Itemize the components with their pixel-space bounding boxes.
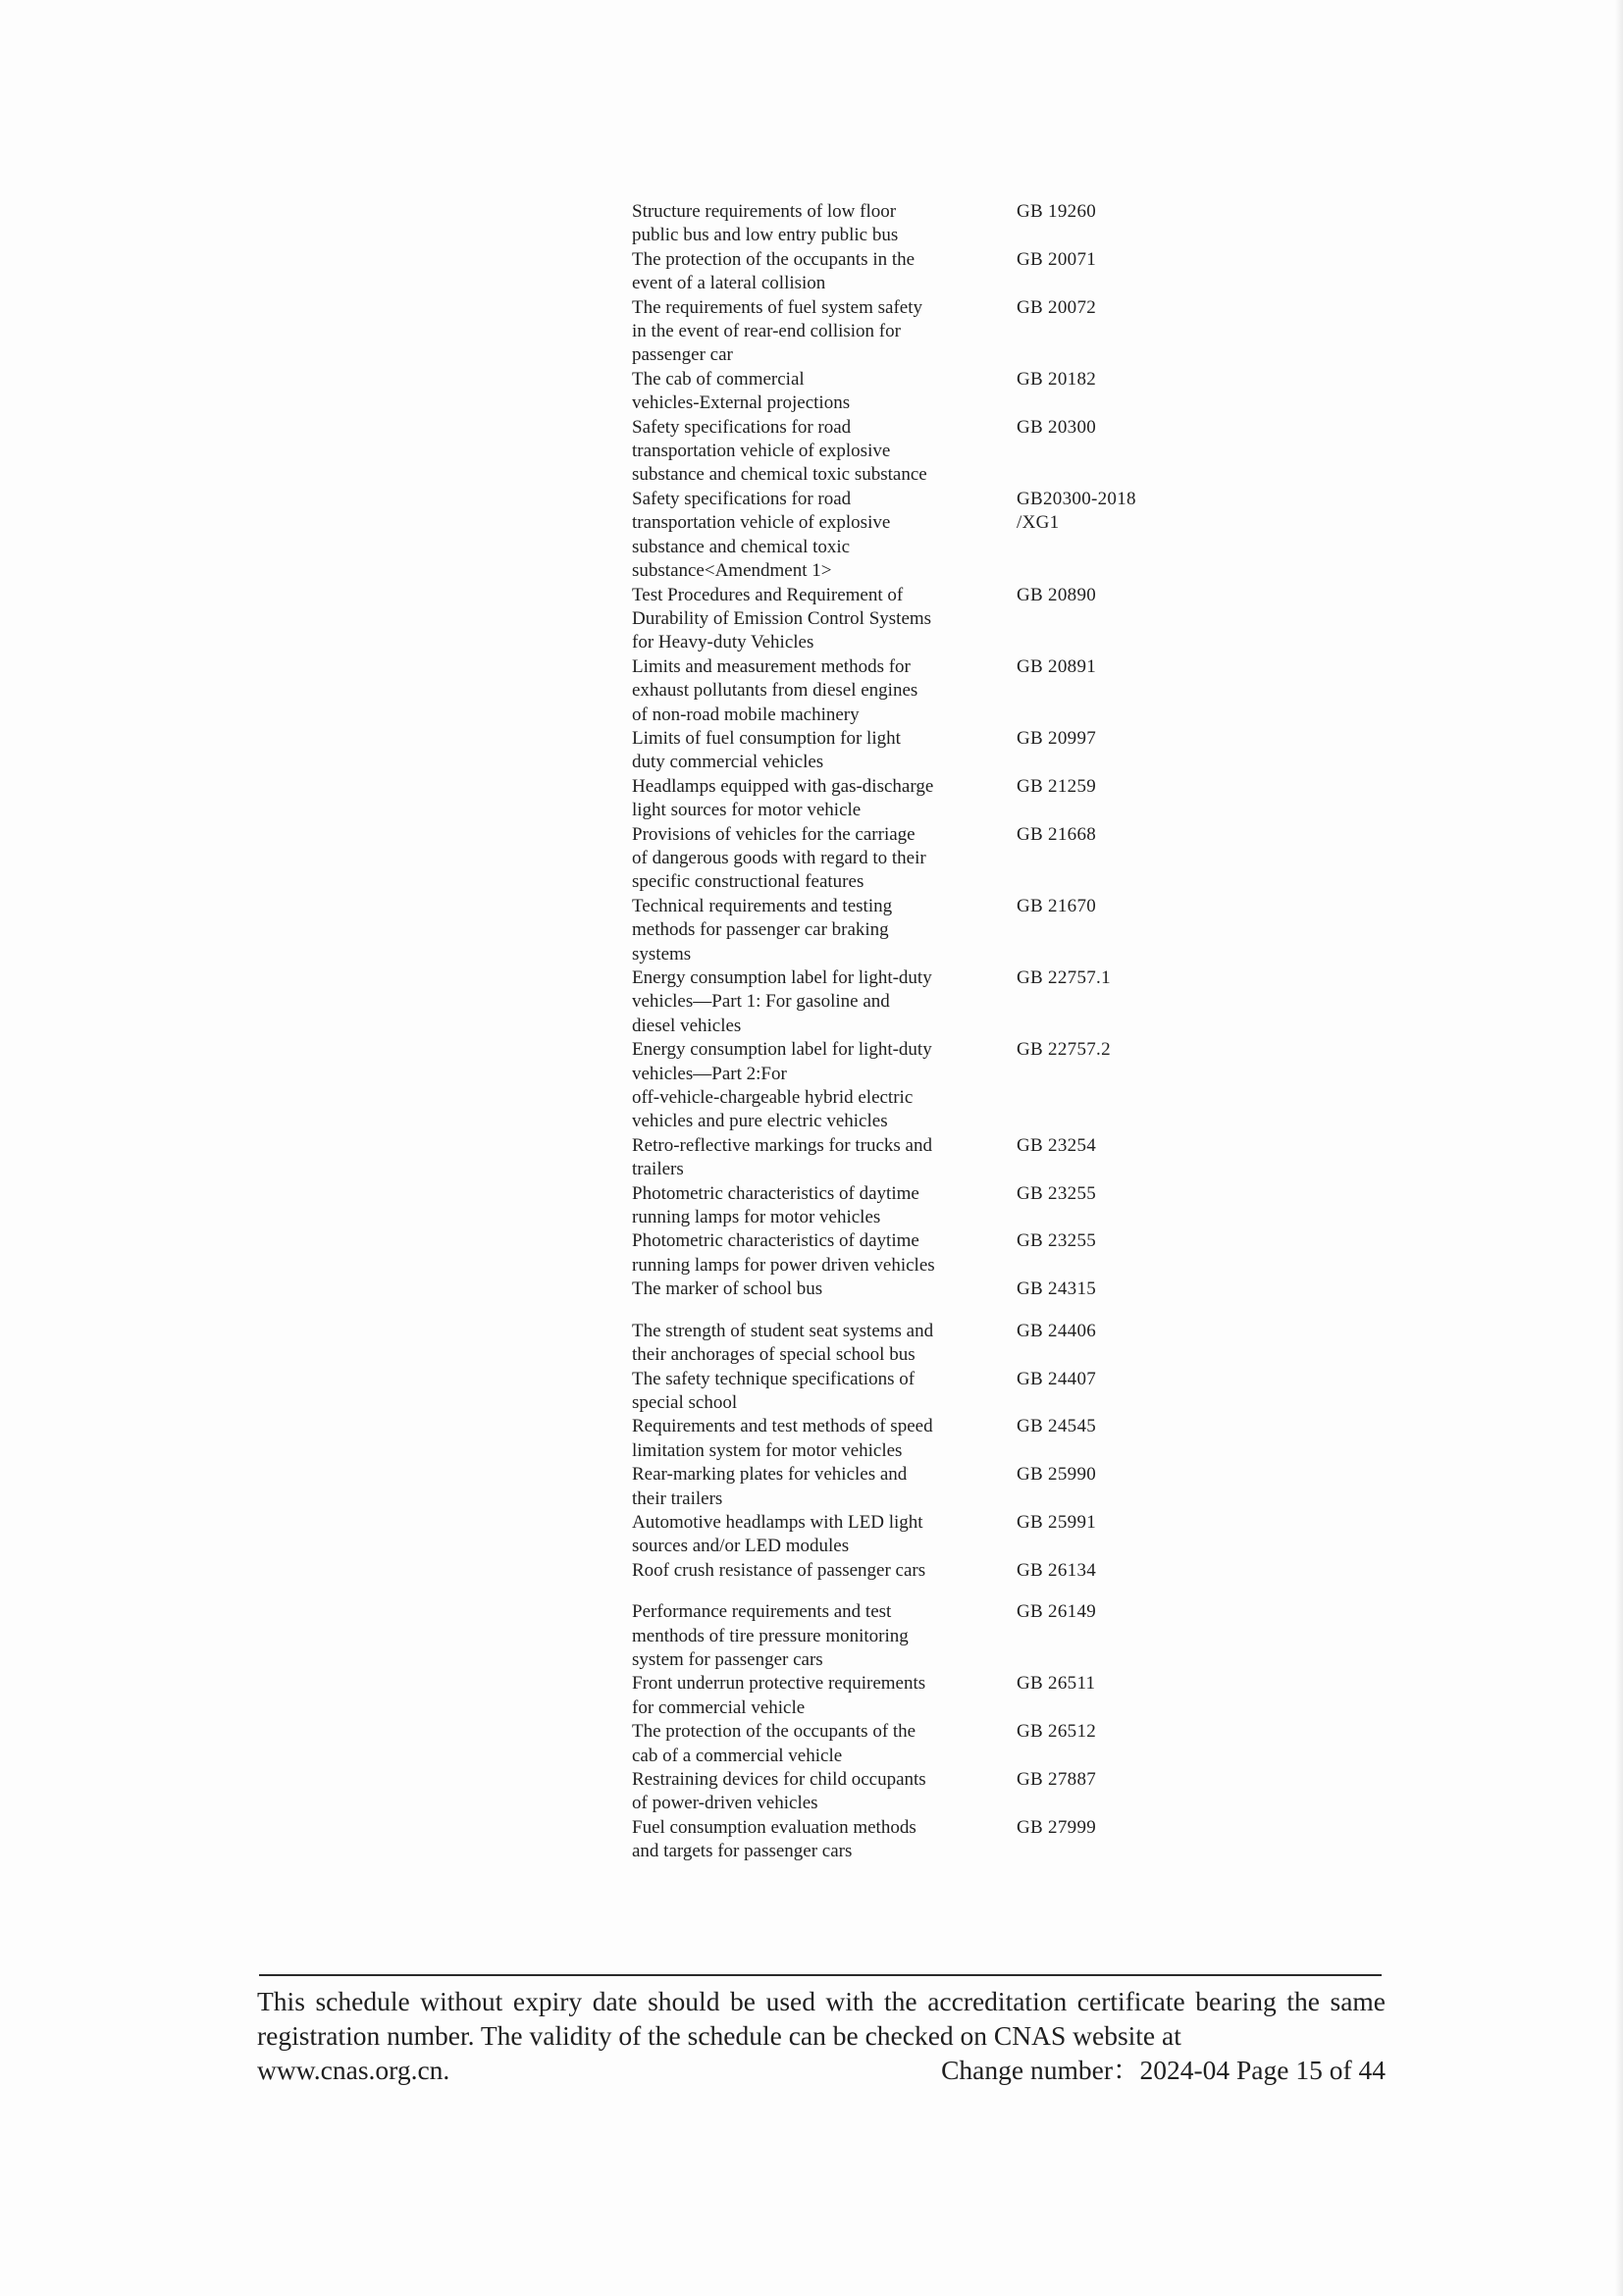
- table-row: [632, 1672, 1181, 1720]
- standard-title: Technical requirements and testing methods for passenger car braking systems: [632, 895, 893, 965]
- table-row: [632, 1320, 1181, 1368]
- table-row: [632, 727, 1181, 775]
- standard-code: GB 20890: [1017, 584, 1097, 605]
- standard-code: GB 20891: [1017, 655, 1097, 677]
- table-row: [632, 1278, 1181, 1301]
- footer-website: www.cnas.org.cn.: [257, 2055, 450, 2085]
- standard-code: GB 21668: [1017, 823, 1097, 845]
- standard-code: GB 25991: [1017, 1511, 1097, 1533]
- standard-code: GB 20300: [1017, 416, 1097, 438]
- standard-code: GB 27999: [1017, 1816, 1097, 1838]
- table-row: [632, 488, 1181, 584]
- standard-code: GB 26134: [1017, 1559, 1097, 1581]
- footer-last-line: [257, 2053, 1386, 2087]
- table-row: [632, 1559, 1181, 1583]
- table-row: [632, 1038, 1181, 1134]
- table-row: [632, 1768, 1181, 1816]
- standard-title: The safety technique specifications of special school: [632, 1368, 916, 1413]
- table-row: [632, 1229, 1181, 1278]
- standard-code: GB 22757.2: [1017, 1039, 1111, 1061]
- standard-title: The strength of student seat systems and their anchorages of special school bus: [632, 1320, 934, 1366]
- table-row: [632, 1816, 1181, 1864]
- table-row: [632, 584, 1181, 655]
- standard-title: Safety specifications for road transportation vehicle of explosive substance and chemical toxic substance: [632, 416, 927, 486]
- table-row: [632, 248, 1181, 296]
- standard-title: The cab of commercial vehicles-External projections: [632, 368, 851, 414]
- standard-code: GB 24406: [1017, 1320, 1097, 1341]
- standard-title: The protection of the occupants of the cab of a commercial vehicle: [632, 1721, 916, 1766]
- standard-title: Photometric characteristics of daytime running lamps for motor vehicles: [632, 1182, 919, 1228]
- standard-code: GB 25990: [1017, 1464, 1097, 1486]
- standard-title: Headlamps equipped with gas-discharge light sources for motor vehicle: [632, 775, 934, 821]
- standard-code: GB 19260: [1017, 201, 1097, 222]
- standard-title: The marker of school bus: [632, 1278, 823, 1300]
- footer-statement: This schedule without expiry date should be used with the accreditation certificate bearing the same registration number. The validity of the schedule can be checked on CNAS website at: [257, 1986, 1386, 2051]
- table-row: [632, 296, 1181, 368]
- standard-code: GB 20997: [1017, 727, 1097, 749]
- standard-code: GB 26512: [1017, 1721, 1097, 1743]
- standard-title: Restraining devices for child occupants of power-driven vehicles: [632, 1769, 926, 1814]
- table-row: [632, 200, 1181, 248]
- standard-title: Front underrun protective requirements for commercial vehicle: [632, 1673, 926, 1718]
- standard-title: Energy consumption label for light-duty vehicles—Part 2:For off-vehicle-chargeable hybrid electric vehicles and pure electric vehicles: [632, 1039, 932, 1132]
- standard-title: Limits and measurement methods for exhaust pollutants from diesel engines of non-road mobile machinery: [632, 655, 918, 725]
- table-row: [632, 966, 1181, 1038]
- footer-divider: [259, 1974, 1382, 1976]
- standard-title: Performance requirements and test menthods of tire pressure monitoring system for passenger cars: [632, 1601, 909, 1670]
- standard-code: GB 26511: [1017, 1673, 1096, 1695]
- table-row: [632, 775, 1181, 823]
- table-row: [632, 1415, 1181, 1463]
- standard-title: Provisions of vehicles for the carriage of dangerous goods with regard to their specific constructional features: [632, 823, 926, 893]
- standard-code: GB 27887: [1017, 1769, 1097, 1790]
- standard-code: GB 23255: [1017, 1230, 1097, 1252]
- standards-table: [632, 200, 1181, 1864]
- table-row: [632, 416, 1181, 488]
- standard-title: Retro-reflective markings for trucks and trailers: [632, 1134, 932, 1180]
- table-row: [632, 1134, 1181, 1182]
- table-row: [632, 1368, 1181, 1416]
- standard-title: Rear-marking plates for vehicles and their trailers: [632, 1464, 908, 1509]
- table-row: [632, 655, 1181, 727]
- standard-title: Safety specifications for road transportation vehicle of explosive substance and chemical toxic substance<Amendment 1>: [632, 488, 891, 582]
- standard-title: Automotive headlamps with LED light sources and/or LED modules: [632, 1511, 923, 1557]
- standard-code: GB 20072: [1017, 296, 1097, 318]
- standard-code: GB 24545: [1017, 1416, 1097, 1437]
- page-edge: [1615, 0, 1623, 2296]
- table-row: [632, 368, 1181, 416]
- standard-code: GB 26149: [1017, 1601, 1097, 1623]
- standard-title: Fuel consumption evaluation methods and targets for passenger cars: [632, 1816, 916, 1862]
- table-row: [632, 823, 1181, 895]
- standard-code: GB20300-2018 /XG1: [1017, 488, 1136, 534]
- table-row: [632, 1600, 1181, 1672]
- standard-code: GB 21259: [1017, 775, 1097, 797]
- standard-title: Test Procedures and Requirement of Durability of Emission Control Systems for Heavy-duty Vehicles: [632, 584, 932, 653]
- standard-title: Structure requirements of low floor public bus and low entry public bus: [632, 201, 899, 246]
- standard-code: GB 24407: [1017, 1368, 1097, 1389]
- table-row: [632, 1463, 1181, 1511]
- standard-title: Requirements and test methods of speed limitation system for motor vehicles: [632, 1416, 933, 1461]
- table-row: [632, 895, 1181, 966]
- standard-title: The requirements of fuel system safety in the event of rear-end collision for passenger car: [632, 296, 922, 366]
- footer: [257, 1974, 1386, 2087]
- standard-title: The protection of the occupants in the event of a lateral collision: [632, 248, 916, 294]
- table-row: [632, 1720, 1181, 1768]
- footer-change-number: Change number：2024-04 Page 15 of 44: [941, 2055, 1386, 2085]
- standard-title: Energy consumption label for light-duty vehicles—Part 1: For gasoline and diesel vehicles: [632, 967, 932, 1036]
- standard-title: Photometric characteristics of daytime running lamps for power driven vehicles: [632, 1230, 935, 1276]
- standard-code: GB 24315: [1017, 1278, 1097, 1300]
- standard-code: GB 20182: [1017, 368, 1097, 390]
- standard-code: GB 23255: [1017, 1182, 1097, 1204]
- standard-code: GB 20071: [1017, 248, 1097, 270]
- standard-title: Roof crush resistance of passenger cars: [632, 1559, 926, 1581]
- table-row: [632, 1182, 1181, 1230]
- standard-code: GB 21670: [1017, 895, 1097, 916]
- standard-code: GB 22757.1: [1017, 967, 1111, 988]
- table-row: [632, 1511, 1181, 1559]
- standard-title: Limits of fuel consumption for light duty commercial vehicles: [632, 727, 901, 773]
- standard-code: GB 23254: [1017, 1134, 1097, 1156]
